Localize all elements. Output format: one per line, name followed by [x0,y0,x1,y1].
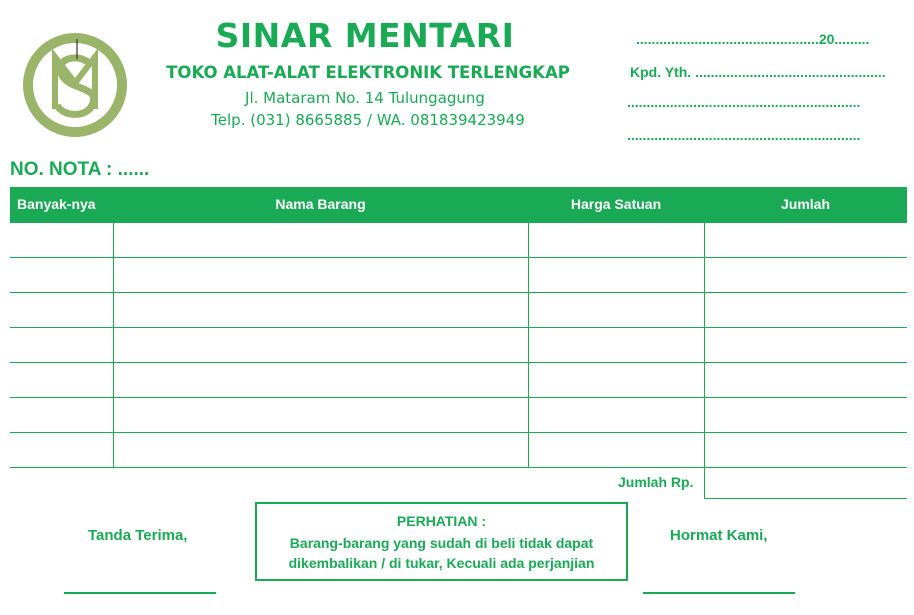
amount-cell[interactable] [704,327,907,362]
nota-number-label: NO. NOTA : ...... [10,159,150,180]
table-row [10,327,907,362]
total-label: Jumlah Rp. [618,474,694,490]
receiver-signature-line [64,592,216,594]
notice-box [255,502,628,581]
recipient-address-line[interactable]: ............................................................ [627,127,861,143]
quantity-cell[interactable] [10,362,113,397]
item-name-cell[interactable] [113,432,528,467]
table-row [10,397,907,432]
column-header-amount: Jumlah [704,187,907,222]
quantity-cell[interactable] [10,222,113,257]
notice-text: dikembalikan / di tukar, Kecuali ada perjanjian [288,555,595,571]
total-amount-field[interactable] [704,465,907,499]
table-row [10,292,907,327]
shop-tagline: TOKO ALAT-ALAT ELEKTRONIK TERLENGKAP [166,63,570,82]
table-row [10,257,907,292]
amount-cell[interactable] [704,397,907,432]
quantity-cell[interactable] [10,327,113,362]
item-name-cell[interactable] [113,362,528,397]
shop-address: Jl. Mataram No. 14 Tulungagung [245,89,485,107]
shop-phone: Telp. (031) 8665885 / WA. 081839423949 [211,111,525,129]
unit-price-cell[interactable] [528,397,704,432]
items-table-body [10,222,907,467]
amount-cell[interactable] [704,257,907,292]
seller-signature-line [643,592,795,594]
item-name-cell[interactable] [113,397,528,432]
notice-title: PERHATIAN : [396,513,487,529]
table-header-row [10,187,907,222]
amount-cell[interactable] [704,222,907,257]
sm-monogram-logo [21,31,129,139]
recipient-address-line[interactable]: ............................................................ [627,94,861,110]
item-name-cell[interactable] [113,327,528,362]
table-row [10,222,907,257]
table-row [10,432,907,467]
unit-price-cell[interactable] [528,222,704,257]
unit-price-cell[interactable] [528,292,704,327]
amount-cell[interactable] [704,432,907,467]
column-header-item-name: Nama Barang [113,187,528,222]
item-name-cell[interactable] [113,292,528,327]
column-header-unit-price: Harga Satuan [528,187,704,222]
unit-price-cell[interactable] [528,362,704,397]
unit-price-cell[interactable] [528,432,704,467]
notice-text: Barang-barang yang sudah di beli tidak dapat [289,535,594,551]
quantity-cell[interactable] [10,292,113,327]
amount-cell[interactable] [704,362,907,397]
quantity-cell[interactable] [10,257,113,292]
amount-cell[interactable] [704,292,907,327]
regards-label: Hormat Kami, [670,527,768,544]
table-row [10,362,907,397]
unit-price-cell[interactable] [528,327,704,362]
receive-label: Tanda Terima, [88,527,188,544]
quantity-cell[interactable] [10,397,113,432]
item-name-cell[interactable] [113,257,528,292]
unit-price-cell[interactable] [528,257,704,292]
shop-name: SINAR MENTARI [215,16,515,55]
recipient-line[interactable]: Kpd. Yth. ................................................. [630,64,886,80]
column-header-quantity: Banyak-nya [10,187,113,222]
quantity-cell[interactable] [10,432,113,467]
items-table [10,187,907,468]
item-name-cell[interactable] [113,222,528,257]
date-line[interactable]: ...............................................20......... [636,31,870,47]
